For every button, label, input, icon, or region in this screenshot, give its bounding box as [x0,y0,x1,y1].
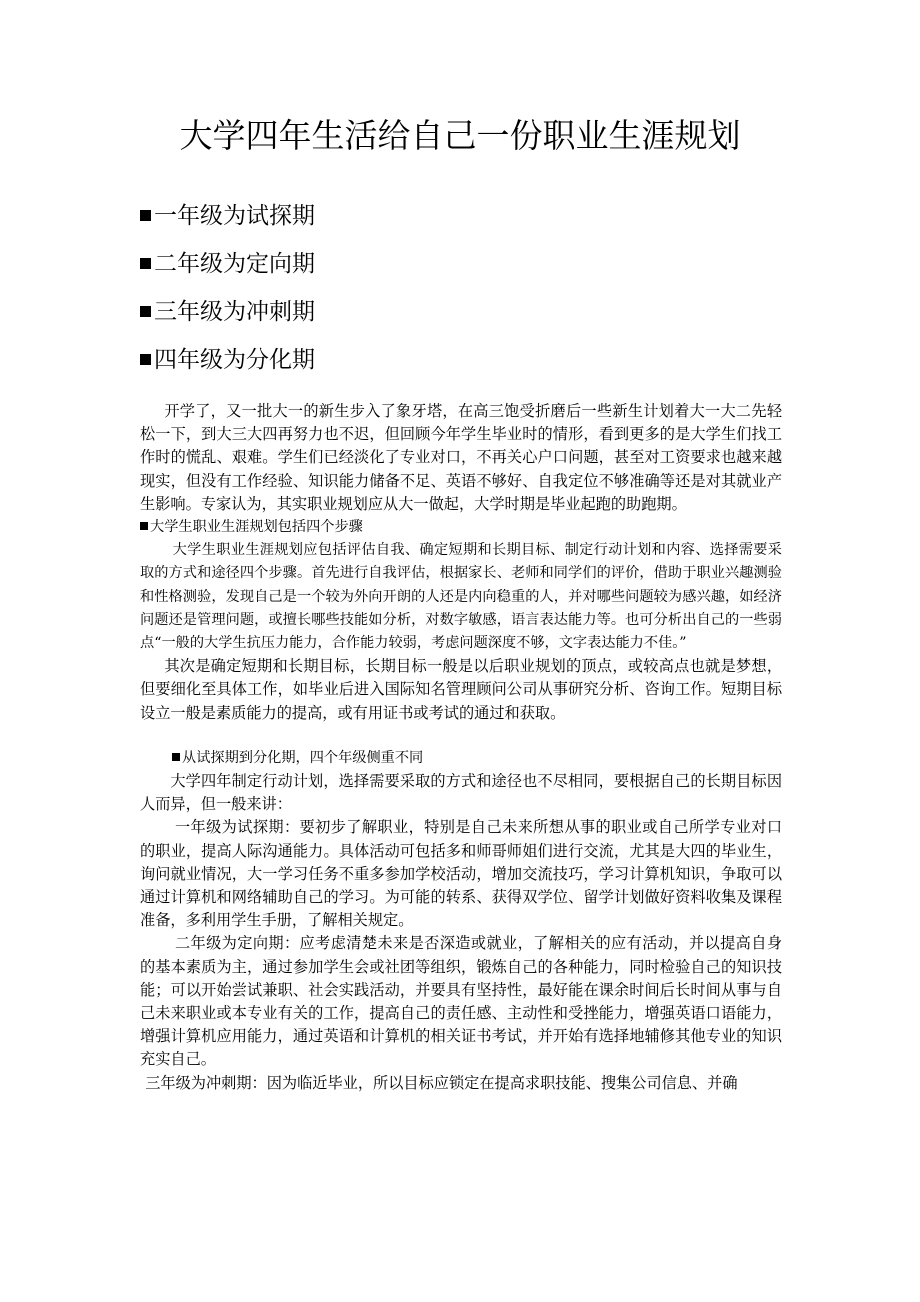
section-heading [140,516,782,539]
square-bullet-icon [140,522,148,530]
page-title: 大学四年生活给自己一份职业生涯规划 [179,116,741,155]
body-paragraph: 大学四年制定行动计划，选择需要采取的方式和途径也不尽相同，要根据自己的长期目标因人而异，但一般来讲： [140,772,782,814]
stage-item [140,192,315,240]
square-bullet-icon [140,354,151,365]
stage-label: 四年级为分化期 [154,347,315,373]
square-bullet-icon [172,753,180,761]
square-bullet-icon [140,210,151,221]
section-heading [140,747,782,770]
square-bullet-icon [140,306,151,317]
year1-paragraph: 一年级为试探期：要初步了解职业，特别是自己未来所想从事的职业或自己所学专业对口的职业，提高人际沟通能力。具体活动可包括多和师哥师姐们进行交流，尤其是大四的毕业生，询问就业情况，大一学习任务不重多参加学校活动，增加交流技巧，学习计算机知识，争取可以通过计算机和网络辅助自己的学习。为可能的转系、获得双学位、留学计划做好资料收集及课程准备，多利用学生手册，了解相关规定。 [140,818,782,930]
intro-paragraph: 开学了，又一批大一的新生步入了象牙塔，在高三饱受折磨后一些新生计划着大一大二先轻松一下，到大三大四再努力也不迟，但回顾今年学生毕业时的情形，看到更多的是大学生们找工作时的慌乱、艰难。学生们已经淡化了专业对口，不再关心户口问题，甚至对工资要求也越来越现实，但没有工作经验、知识能力储备不足、英语不够好、自我定位不够准确等还是对其就业产生影响。专家认为，其实职业规划应从大一做起，大学时期是毕业起跑的助跑期。 [140,402,782,513]
stage-item [140,288,315,336]
stage-list [140,192,315,384]
stage-item [140,240,315,288]
article-body [140,400,782,1095]
section-heading-text: 大学生职业生涯规划包括四个步骤 [150,519,363,536]
body-paragraph: 其次是确定短期和长期目标，长期目标一般是以后职业规划的顶点，或较高点也就是梦想，但要细化至具体工作，如毕业后进入国际知名管理顾问公司从事研究分析、咨询工作。短期目标设立一般是素质能力的提高，或有用证书或考试的通过和获取。 [140,657,782,722]
year3-paragraph: 三年级为冲刺期：因为临近毕业，所以目标应锁定在提高求职技能、搜集公司信息、并确 [145,1073,738,1092]
body-paragraph: 大学生职业生涯规划应包括评估自我、确定短期和长期目标、制定行动计划和内容、选择需要采取的方式和途径四个步骤。首先进行自我评估，根据家长、老师和同学们的评价，借助于职业兴趣测验和性格测验，发现自己是一个较为外向开朗的人还是内向稳重的人，并对哪些问题较为感兴趣，如经济问题还是管理问题，或擅长哪些技能如分析，对数字敏感，语言表达能力等。也可分析出自己的一些弱点“一般的大学生抗压力能力，合作能力较弱，考虑问题深度不够，文字表达能力不佳。” [140,542,782,652]
spacer [140,725,782,747]
stage-label: 一年级为试探期 [154,203,315,229]
section-heading-text: 从试探期到分化期，四个年级侧重不同 [182,749,424,766]
stage-item [140,336,315,384]
year2-paragraph: 二年级为定向期：应考虑清楚未来是否深造或就业，了解相关的应有活动，并以提高自身的基本素质为主，通过参加学生会或社团等组织，锻炼自己的各种能力，同时检验自己的知识技能；可以开始尝试兼职、社会实践活动，并要具有坚持性，最好能在课余时间后长时间从事与自己未来职业或本专业有关的工作，提高自己的责任感、主动性和受挫能力，增强英语口语能力，增强计算机应用能力，通过英语和计算机的相关证书考试，并开始有选择地辅修其他专业的知识充实自己。 [140,934,782,1069]
stage-label: 三年级为冲刺期 [154,299,315,325]
stage-label: 二年级为定向期 [154,251,315,277]
square-bullet-icon [140,258,151,269]
